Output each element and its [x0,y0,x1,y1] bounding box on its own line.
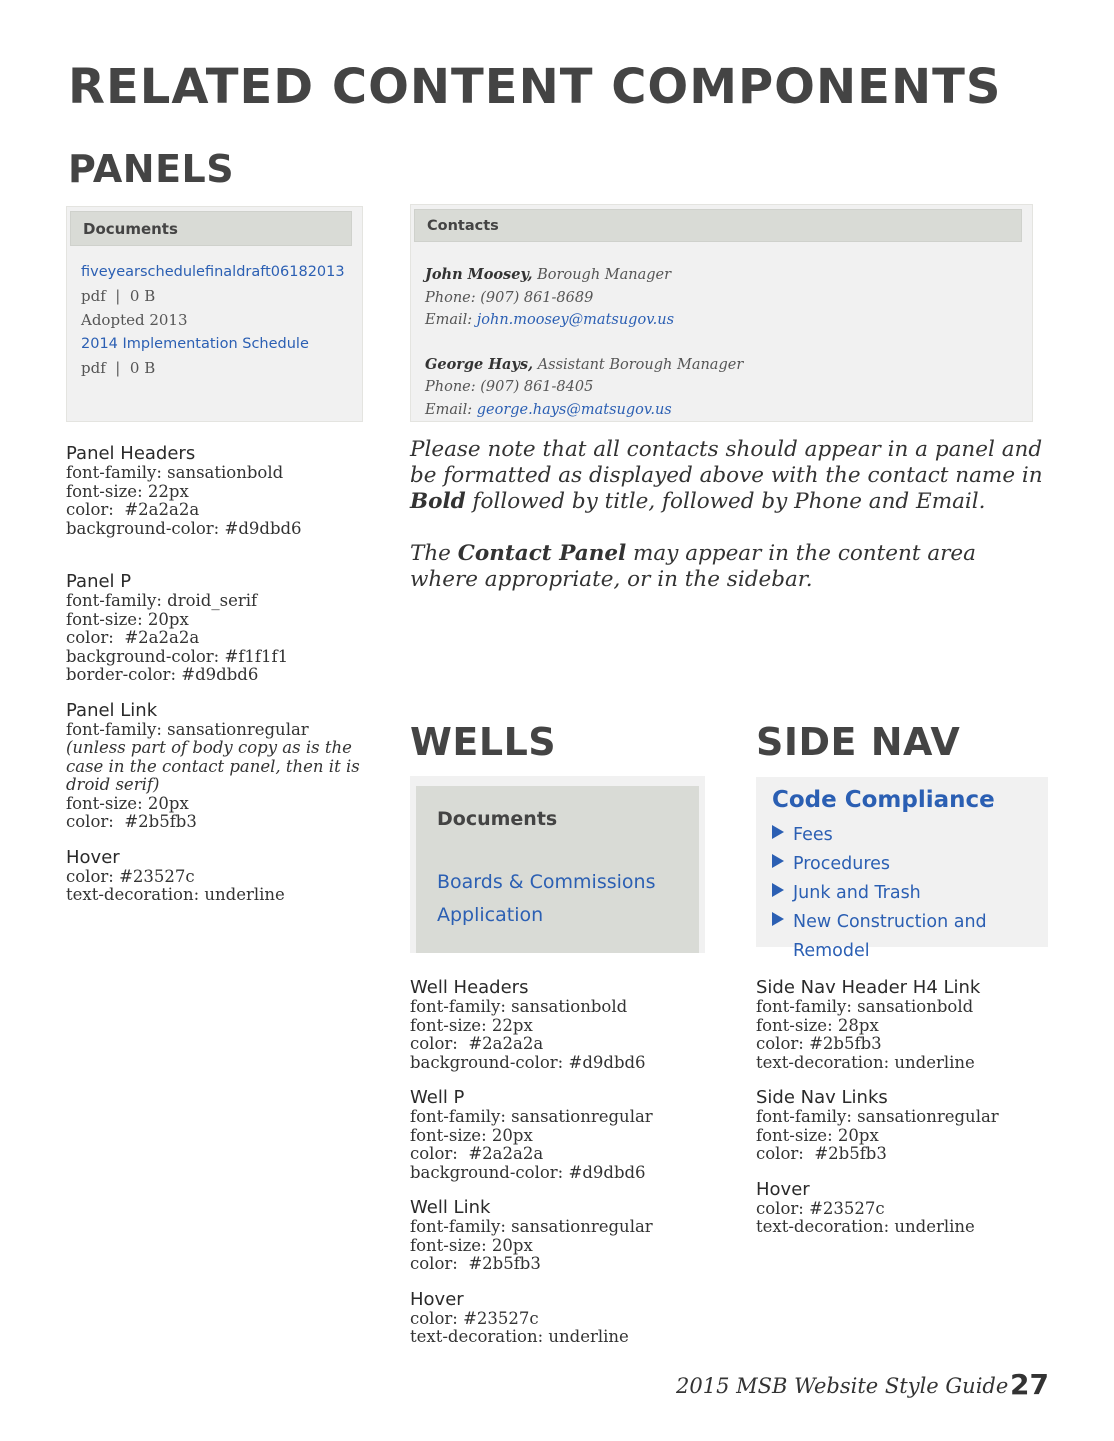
spec-line: font-size: 20px [66,609,189,629]
panel-header: Contacts [414,209,1022,242]
spec-note: (unless part of body copy as is the case in the contact panel, then it is droid serif) [66,738,360,794]
spec-line: color: #2a2a2a [410,1144,544,1163]
side-nav-specs [756,978,1076,1237]
spec-line: font-size: 22px [66,481,189,501]
spec-line: color: #23527c [756,1198,885,1218]
spec-title: Hover [410,1288,464,1310]
section-title-side-nav: SIDE NAV [756,720,961,764]
spec-line: text-decoration: underline [66,885,285,904]
contact-name: John Moosey, [425,266,533,283]
spec-line: border-color: #d9dbd6 [66,665,259,684]
contact-phone: Phone: (907) 861-8405 [425,379,594,395]
contact-panel-notes [410,437,1050,593]
document-link[interactable]: 2014 Implementation Schedule [81,336,309,352]
spec-line: background-color: #d9dbd6 [410,1162,646,1182]
spec-title: Hover [756,1178,810,1200]
spec-line: color: #2b5fb3 [410,1254,541,1273]
spec-line: font-family: sansationbold [756,997,974,1016]
spec-line: color: #2a2a2a [66,628,200,647]
document-meta: pdf | 0 B [81,287,156,305]
well-example [410,776,705,953]
note-paragraph: Please note that all contacts should appear in a panel and be formatted as displayed above with the contact name in Bold followed by title, followed by Phone and Email. [410,437,1043,514]
spec-title: Hover [66,846,120,868]
spec-title: Side Nav Links [756,1087,888,1108]
spec-line: font-size: 20px [410,1125,533,1145]
spec-line: font-size: 22px [410,1015,533,1035]
spec-line: text-decoration: underline [756,1052,975,1072]
section-title-wells: WELLS [410,720,557,764]
spec-line: color: #2b5fb3 [756,1034,882,1053]
page-title: RELATED CONTENT COMPONENTS [68,59,1002,115]
contact-entry [425,264,1032,332]
page-number: 27 [1010,1368,1049,1401]
spec-line: font-family: sansationbold [410,997,628,1016]
spec-line: color: #2b5fb3 [756,1144,887,1163]
contact-name: George Hays, [425,355,534,373]
side-nav-example [756,777,1048,961]
well-specs [410,978,740,1347]
contact-title: Assistant Borough Manager [537,356,744,373]
spec-line: background-color: #f1f1f1 [66,646,289,666]
side-nav-item[interactable]: Remodel [793,941,870,961]
contact-title: Borough Manager [537,267,672,283]
spec-line: text-decoration: underline [410,1327,629,1346]
spec-line: font-size: 20px [410,1235,533,1255]
spec-line: font-family: droid_serif [66,591,258,610]
email-label: Email: [425,401,473,418]
spec-line: font-size: 20px [756,1125,879,1145]
spec-line: font-size: 20px [66,793,189,813]
spec-line: text-decoration: underline [756,1217,975,1236]
side-nav-item[interactable]: Junk and Trash [772,879,1048,908]
triangle-right-icon [772,854,784,868]
spec-line: color: #23527c [410,1308,539,1328]
side-nav-header-link[interactable]: Code Compliance [772,787,995,813]
contact-entry [425,354,1032,422]
documents-panel-example [66,206,363,422]
side-nav-item[interactable]: New Construction and [772,908,1048,937]
spec-line: background-color: #d9dbd6 [66,518,302,538]
triangle-right-icon [772,825,784,839]
well-link[interactable]: Boards & Commissions Application [437,871,656,926]
side-nav-list [772,821,1048,966]
panel-specs [66,444,366,905]
spec-line: color: #2b5fb3 [66,812,197,831]
spec-line: color: #23527c [66,866,195,886]
contact-phone: Phone: (907) 861-8689 [425,289,594,306]
spec-title: Well P [410,1087,465,1108]
spec-line: font-family: sansationregular [756,1107,999,1126]
spec-title: Panel P [66,571,132,592]
spec-line: font-family: sansationbold [66,463,284,482]
contacts-panel-example [410,204,1033,422]
spec-line: color: #2a2a2a [66,500,200,519]
spec-line: font-family: sansationregular [410,1107,653,1126]
spec-line: background-color: #d9dbd6 [410,1052,646,1072]
spec-line: color: #2a2a2a [410,1034,544,1053]
spec-line: font-family: sansationregular [66,719,309,739]
email-label: Email: [425,312,473,328]
document-link[interactable]: fiveyearschedulefinaldraft06182013 [81,264,345,280]
panel-header: Documents [70,211,352,246]
note-paragraph: The Contact Panel may appear in the content area where appropriate, or in the sidebar. [410,541,976,592]
spec-line: font-size: 28px [756,1015,879,1035]
triangle-right-icon [772,912,784,926]
footer-title: 2015 MSB Website Style Guide [676,1374,1009,1398]
contact-email-link[interactable]: george.hays@matsugov.us [476,401,672,418]
side-nav-item[interactable]: Procedures [772,850,1048,879]
well-header: Documents [437,808,558,830]
spec-line: font-family: sansationregular [410,1217,653,1236]
side-nav-item[interactable]: Fees [772,821,1048,850]
spec-title: Panel Headers [66,443,196,464]
document-description: Adopted 2013 [81,311,188,329]
section-title-panels: PANELS [68,147,235,191]
contact-email-link[interactable]: john.moosey@matsugov.us [476,312,675,328]
spec-title: Well Link [410,1197,491,1218]
spec-title: Well Headers [410,977,529,998]
spec-title: Panel Link [66,699,158,721]
triangle-right-icon [772,883,784,897]
document-meta: pdf | 0 B [81,359,156,377]
spec-title: Side Nav Header H4 Link [756,977,981,998]
